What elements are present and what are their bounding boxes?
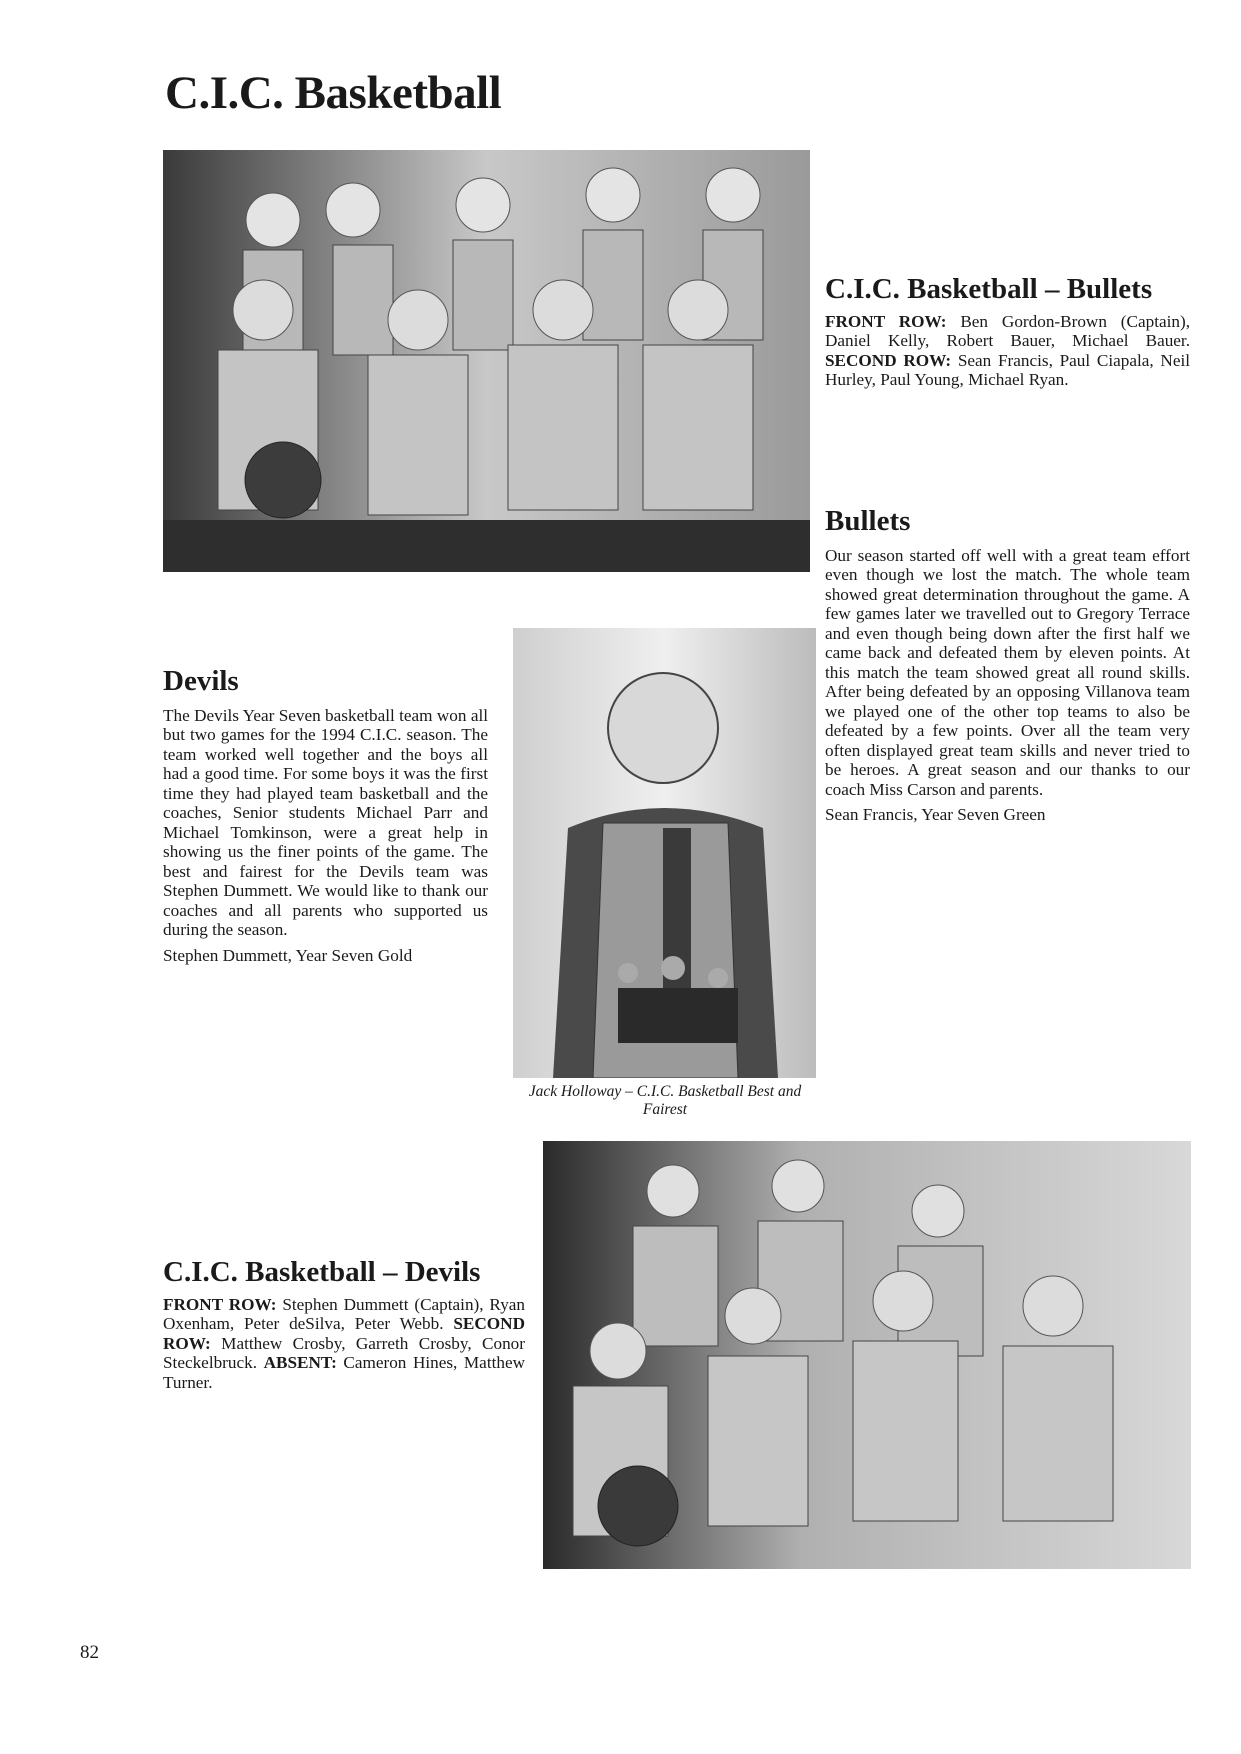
bullets-roster xyxy=(825,312,1190,390)
bullets-report-text: Our season started off well with a great team effort even though we lost the match. The whole team showed great determination throughout the game. A few games later we travelled out to Gregory Terrace and even though being down after the first half we came back and defeated them by eleven points. At this match the team showed great all round skills. After being defeated by an opposing Villanova team we played one of the other top teams to also be defeated by a few points. Over all the team very often displayed great team skills and never tried to be heroes. A great season and our thanks to our coach Miss Carson and parents. xyxy=(825,545,1190,799)
devils-roster xyxy=(163,1295,525,1393)
bullets-team-photo xyxy=(163,150,810,572)
award-photo xyxy=(513,628,816,1078)
front-row-label: FRONT ROW: xyxy=(825,311,947,331)
bullets-report xyxy=(825,506,1190,825)
devils-caption xyxy=(163,1257,525,1392)
front-row-names: Stephen Dummett (Captain), Ryan Oxenham, Peter deSilva, Peter Webb. xyxy=(163,1294,526,1334)
devils-report-text: The Devils Year Seven basketball team won all but two games for the 1994 C.I.C. season. The team worked well together and the boys all had a good time. For some boys it was the first time they had played team basketball and the coaches, Senior students Michael Parr and Michael Tomkinson, were a great help in showing us the finer points of the game. The best and fairest for the Devils team was Stephen Dummett. We would like to thank our coaches and all parents who supported us during the season. xyxy=(163,705,488,940)
second-row-names: Matthew Crosby, Garreth Crosby, Conor Steckelbruck. xyxy=(163,1333,525,1373)
devils-report-heading: Devils xyxy=(163,665,239,697)
devils-report-author: Stephen Dummett, Year Seven Gold xyxy=(163,945,413,965)
second-row-names: Sean Francis, Paul Ciapala, Neil Hurley, Paul Young, Michael Ryan. xyxy=(825,350,1191,390)
second-row-label: SECOND ROW: xyxy=(163,1314,526,1353)
team-photo-image xyxy=(543,1141,1191,1569)
bullets-report-author: Sean Francis, Year Seven Green xyxy=(825,805,1046,825)
devils-caption-heading: C.I.C. Basketball – Devils xyxy=(163,1256,481,1288)
bullets-caption-heading: C.I.C. Basketball – Bullets xyxy=(825,273,1153,305)
page-title: C.I.C. Basketball xyxy=(165,67,502,119)
front-row-names: Ben Gordon-Brown (Captain), Daniel Kelly, Robert Bauer, Michael Bauer. xyxy=(825,311,1190,351)
bullets-report-heading: Bullets xyxy=(825,505,911,537)
absent-names: Cameron Hines, Matthew Turner. xyxy=(163,1353,526,1392)
award-photo-image xyxy=(513,628,816,1078)
page-number: 82 xyxy=(80,1642,99,1663)
absent-label: ABSENT: xyxy=(263,1353,337,1373)
devils-team-photo xyxy=(543,1141,1191,1569)
award-photo-caption: Jack Holloway – C.I.C. Basketball Best and Fairest xyxy=(528,1083,802,1118)
front-row-label: FRONT ROW: xyxy=(163,1294,277,1314)
team-photo-image xyxy=(163,150,810,572)
second-row-label: SECOND ROW: xyxy=(825,350,952,370)
bullets-caption xyxy=(825,274,1190,390)
devils-report xyxy=(163,666,488,965)
